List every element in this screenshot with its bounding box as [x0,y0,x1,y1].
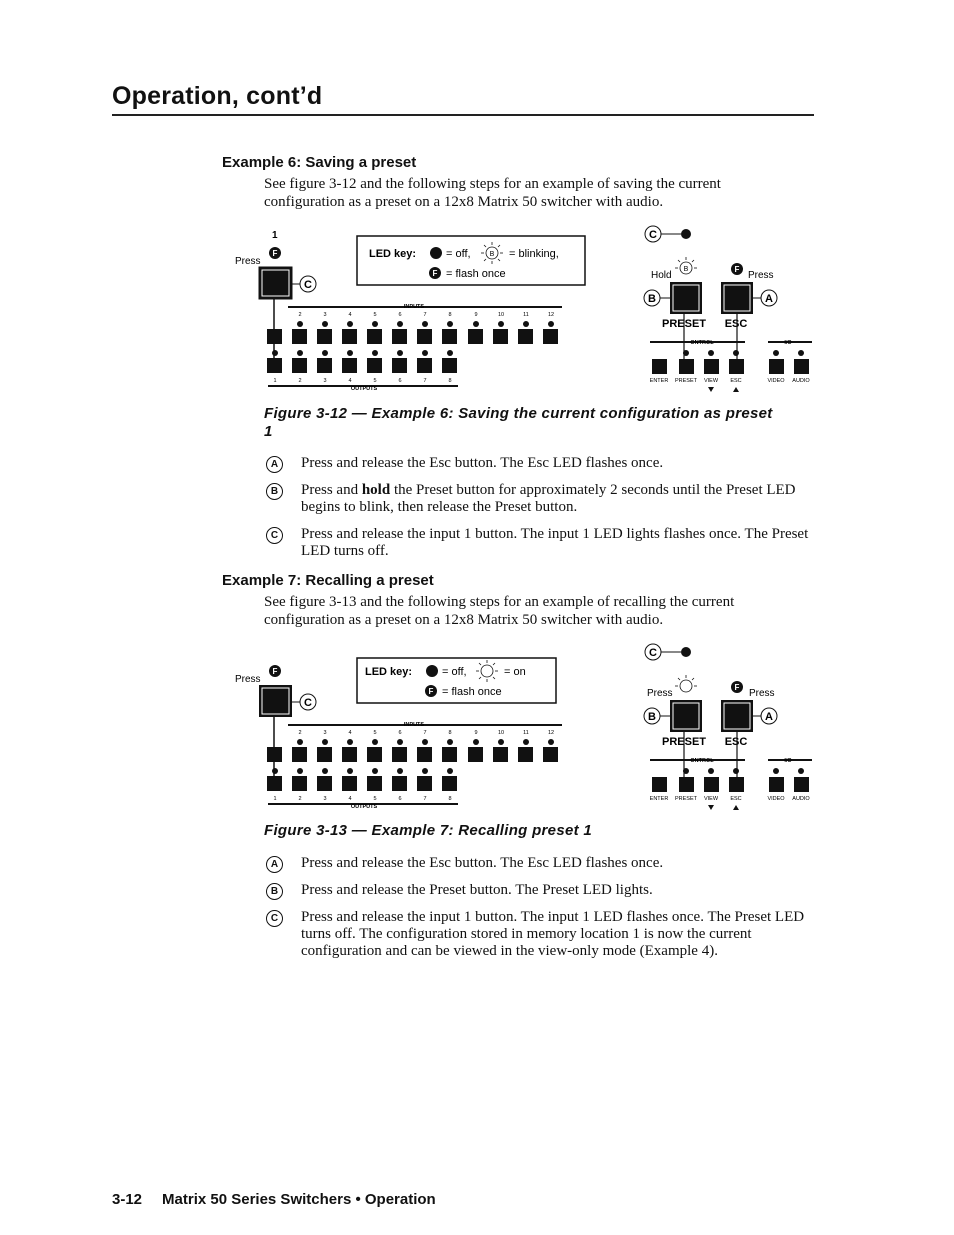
example7-intro: See figure 3-13 and the following steps for an example of recalling the current configuration as a preset on a 12x8 Matrix 50 switcher with audio. [264,594,735,628]
example7-step-b [266,882,816,902]
svg-text:F: F [428,687,434,696]
svg-text:3: 3 [323,312,327,318]
example7-step-c [266,909,816,979]
svg-text:2: 2 [298,730,302,736]
svg-text:LED key:: LED key: [369,248,417,260]
step-marker: B [266,883,283,900]
svg-text:Hold: Hold [651,270,672,281]
svg-text:AUDIO: AUDIO [792,378,810,384]
svg-text:VIDEO: VIDEO [767,796,785,802]
svg-text:= off,: = off, [446,248,471,260]
svg-text:I/O: I/O [784,340,792,346]
svg-text:1: 1 [273,796,277,802]
svg-text:PRESET: PRESET [661,736,707,748]
svg-text:11: 11 [523,312,529,318]
svg-text:B: B [489,251,495,258]
svg-text:F: F [432,269,438,278]
svg-text:OUTPUTS: OUTPUTS [350,386,378,392]
svg-text:7: 7 [423,796,427,802]
svg-text:6: 6 [398,796,402,802]
example6-step-b [266,482,816,518]
svg-text:ESC: ESC [730,796,742,802]
svg-text:5: 5 [373,312,377,318]
svg-text:12: 12 [547,730,555,736]
svg-text:4: 4 [348,312,352,318]
svg-text:1: 1 [273,378,277,384]
preset-button [670,282,702,314]
step-number: 1 [272,230,278,241]
step-text: Press and release the input 1 button. The input 1 LED lights flashes once. The Preset LED turns off. [301,526,809,559]
step-marker: B [266,483,283,500]
svg-text:10: 10 [497,730,505,736]
example7-heading: Example 7: Recalling a preset [222,572,434,589]
figure-3-13 [228,640,818,815]
step-marker: C [266,910,283,927]
step-text: Press and release the Esc button. The Esc LED flashes once. [301,855,664,871]
svg-text:7: 7 [423,378,427,384]
svg-text:5: 5 [373,730,377,736]
example6-step-c [266,526,816,562]
svg-text:ONTROL: ONTROL [690,340,714,346]
svg-text:8: 8 [448,796,452,802]
svg-text:8: 8 [448,312,452,318]
svg-text:= blinking,: = blinking, [509,248,559,260]
svg-text:AUDIO: AUDIO [792,796,810,802]
svg-text:10: 10 [497,312,505,318]
figure-3-13-caption: Figure 3-13 — Example 7: Recalling preset 1 [264,822,593,839]
figure-3-12 [228,222,818,397]
svg-text:3: 3 [323,730,327,736]
page-number: 3-12 [112,1191,143,1208]
svg-text:A: A [765,711,773,723]
preset-led-indicator [681,229,691,239]
svg-text:I/O: I/O [784,758,792,764]
svg-text:PRESET: PRESET [674,796,698,802]
input-1-button-large [259,267,292,299]
figure-3-12-caption: Figure 3-12 — Example 6: Saving the current configuration as preset 1 [264,405,773,440]
svg-text:5: 5 [373,796,377,802]
svg-text:9: 9 [474,730,478,736]
svg-text:= off,: = off, [442,666,467,678]
page-title: Operation, cont’d [112,82,323,110]
step-marker: A [266,856,283,873]
svg-text:6: 6 [398,312,402,318]
svg-text:6: 6 [398,378,402,384]
svg-text:F: F [734,683,740,692]
svg-text:B: B [683,266,689,273]
output-buttons [267,358,457,373]
svg-text:4: 4 [348,378,352,384]
input-numbers [298,312,554,318]
svg-text:ENTER: ENTER [649,796,669,802]
svg-text:2: 2 [298,796,302,802]
svg-text:2: 2 [298,378,302,384]
step-marker: C [266,527,283,544]
svg-text:8: 8 [448,730,452,736]
svg-text:9: 9 [474,312,478,318]
svg-text:VIEW: VIEW [703,378,719,384]
footer-text: Matrix 50 Series Switchers • Operation [162,1191,436,1208]
svg-text:8: 8 [448,378,452,384]
svg-text:ESC: ESC [724,318,748,330]
output-numbers [273,378,451,384]
svg-text:PRESET: PRESET [674,378,698,384]
svg-text:5: 5 [373,378,377,384]
svg-text:3: 3 [323,796,327,802]
output-leds [272,350,453,356]
svg-text:PRESET: PRESET [661,318,707,330]
svg-text:F: F [272,667,278,676]
svg-text:= on: = on [504,666,526,678]
input-numbers [298,730,554,736]
svg-text:F: F [734,265,740,274]
svg-text:= flash once: = flash once [446,268,506,280]
marker-f: F [272,249,278,258]
svg-text:Press: Press [749,688,775,699]
svg-text:VIDEO: VIDEO [767,378,785,384]
svg-text:Press: Press [235,674,261,685]
svg-text:ESC: ESC [730,378,742,384]
svg-text:VIEW: VIEW [703,796,719,802]
svg-text:11: 11 [523,730,529,736]
svg-text:B: B [648,711,656,723]
svg-text:C: C [304,697,312,709]
step-text: Press and release the Esc button. The Esc LED flashes once. [301,455,664,471]
svg-text:Press: Press [748,270,774,281]
svg-text:Press: Press [647,688,673,699]
output-numbers [273,796,451,802]
svg-text:12: 12 [547,312,555,318]
svg-text:ONTROL: ONTROL [690,758,714,764]
example6-step-a [266,455,816,475]
svg-text:C: C [304,279,312,291]
svg-text:2: 2 [298,312,302,318]
step-text: Press and release the Preset button. The Preset LED lights. [301,882,653,898]
input-1-button-large [259,685,292,717]
svg-text:ESC: ESC [724,736,748,748]
step-text: Press and hold the Preset button for approximately 2 seconds until the Preset LED begins to blink, then release the Preset button. [301,482,796,515]
esc-button [721,282,753,314]
svg-text:4: 4 [348,796,352,802]
svg-text:A: A [765,293,773,305]
svg-text:LED key:: LED key: [365,666,413,678]
press-label: Press [235,256,261,267]
svg-text:OUTPUTS: OUTPUTS [350,804,378,810]
title-rule [112,114,814,116]
svg-text:C: C [649,229,657,241]
svg-text:INPUTS: INPUTS [403,304,425,310]
step-text: Press and release the input 1 button. The input 1 LED flashes once. The Preset LED turns off. The configuration stored in memory location 1 is now the current configuration and can be viewed in the view-only mode (Example 4). [301,909,805,959]
svg-text:6: 6 [398,730,402,736]
example7-step-a [266,855,816,875]
svg-text:7: 7 [423,312,427,318]
svg-text:= flash once: = flash once [442,686,502,698]
svg-text:B: B [648,293,656,305]
input-leds [297,321,554,327]
svg-text:ENTER: ENTER [649,378,669,384]
svg-text:C: C [649,647,657,659]
svg-text:3: 3 [323,378,327,384]
page-footer [112,1191,436,1208]
led-off-icon [430,247,442,259]
svg-text:INPUTS: INPUTS [403,722,425,728]
example6-intro: See figure 3-12 and the following steps for an example of saving the current configuration as a preset on a 12x8 Matrix 50 switcher with audio. [264,176,721,210]
step-marker: A [266,456,283,473]
svg-text:7: 7 [423,730,427,736]
example6-heading: Example 6: Saving a preset [222,154,417,171]
input-buttons [267,329,558,344]
svg-text:4: 4 [348,730,352,736]
